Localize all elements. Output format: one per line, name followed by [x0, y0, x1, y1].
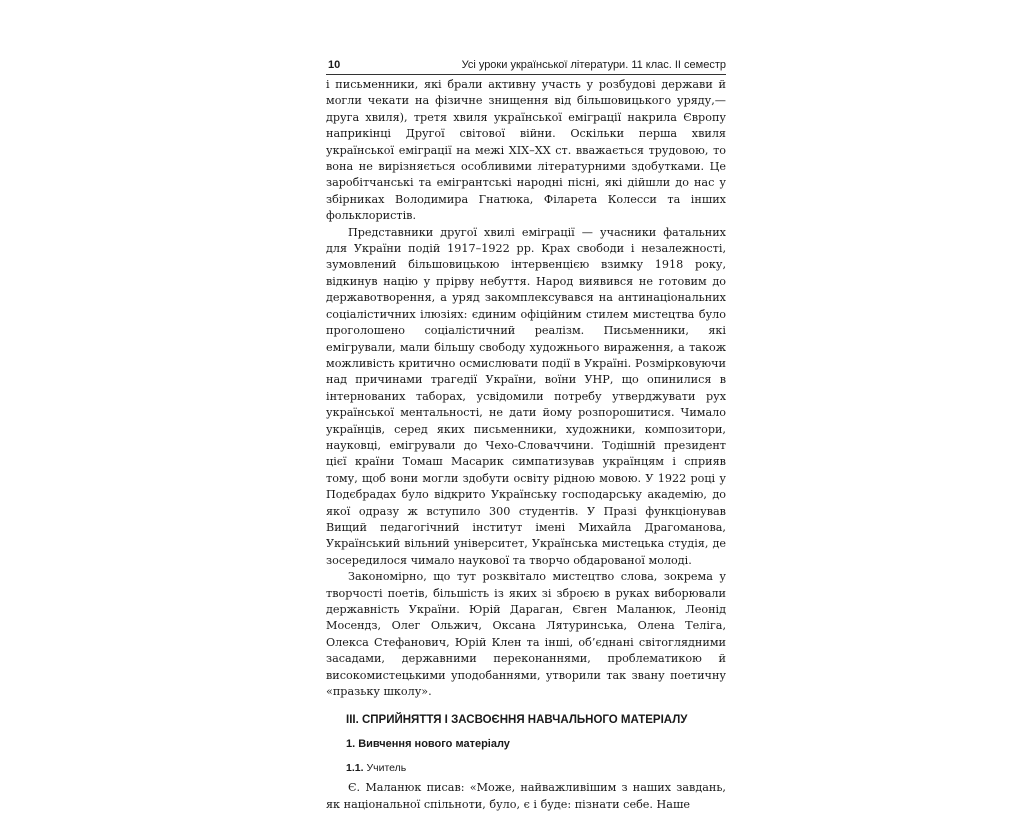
paragraph-continued: і письменники, які брали активну участь у розбудові держави й могли чекати на фізичне знищення від більшовицького уряду,— друга хвиля), третя хвиля української еміграції накрила Європу наприкінці Другої світової війни. Оскільки перша хвиля української еміграції на межі ХІХ–ХХ ст. вважається трудовою, то вона не вирізняється особливими літературними здобутками. Це заробітчанські та емігрантські народні пісні, які дійшли до нас у збірниках Володимира Гнатюка, Філарета Колесси та інших фольклористів. [326, 78, 726, 223]
book-page [326, 56, 726, 811]
paragraph-malaniuk-quote: Є. Маланюк писав: «Може, найважливішим з наших завдань, як національної спільноти, було, є і буде: пізнати себе. Наше [326, 781, 726, 811]
item-label: Учитель [366, 762, 407, 775]
page-body [326, 77, 726, 813]
item-number: 1.1. [346, 762, 364, 775]
paragraph-prague-school: Закономірно, що тут розквітало мистецтво слова, зокрема у творчості поетів, більшість із яких зі зброєю в руках виборювали державність України. Юрій Дараган, Євген Маланюк, Леонід Мосендз, Олег Ольжич, Оксана Лятуринська, Олена Теліга, Олекса Стефанович, Юрій Клен та інші, об’єднані світоглядними засадами, державними переконаннями, проблематикою й високомистецькими уподобаннями, утворили так звану поетичну «празьку школу». [326, 570, 726, 699]
book-title: Усі уроки української літератури. 11 клас. ІІ семестр [461, 59, 726, 71]
section-heading: ІІІ. СПРИЙНЯТТЯ І ЗАСВОЄННЯ НАВЧАЛЬНОГО МАТЕРІАЛУ [346, 714, 688, 727]
paragraph-second-wave: Представники другої хвилі еміграції — учасники фатальних для України подій 1917–1922 рр. Крах свободи і незалежності, зумовлений більшовицькою інтервенцією взимку 1918 року, відкинув націю у прірву небуття. Народ виявився не готовим до державотворення, а уряд закомплексувався на антинаціональних соціалістичних ілюзіях: єдиним офіційним стилем мистецтва було проголошено соціалістичний реалізм. Письменники, які емігрували, мали більшу свободу художнього вираження, а також можливість критично осмислювати події в Україні. Розмірковуючи над причинами трагедії України, воїни УНР, що опинилися в інтернованих таборах, усвідомили потребу утверджувати рух української ментальності, не дати йому розпорошитися. Чимало українців, серед яких письменники, художники, композитори, науковці, емігрували до Чехо-Словаччини. Тодішній президент цієї країни Томаш Масарик симпатизував українцям і сприяв тому, щоб вони могли здобути освіту рідною мовою. У 1922 році у Подєбрадах було відкрито Українську господарську академію, до якої одразу ж вступило 300 студентів. У Празі функціонував Вищий педагогічний інститут імені Михайла Драгоманова, Український вільний університет, Українська мистецька студія, де зосередилося чимало наукової та творчо обдарованої молоді. [326, 225, 726, 567]
item-heading [346, 760, 726, 776]
subsection-heading: 1. Вивчення нового матеріалу [346, 738, 510, 751]
page-number: 10 [328, 59, 341, 71]
running-header [326, 56, 726, 75]
